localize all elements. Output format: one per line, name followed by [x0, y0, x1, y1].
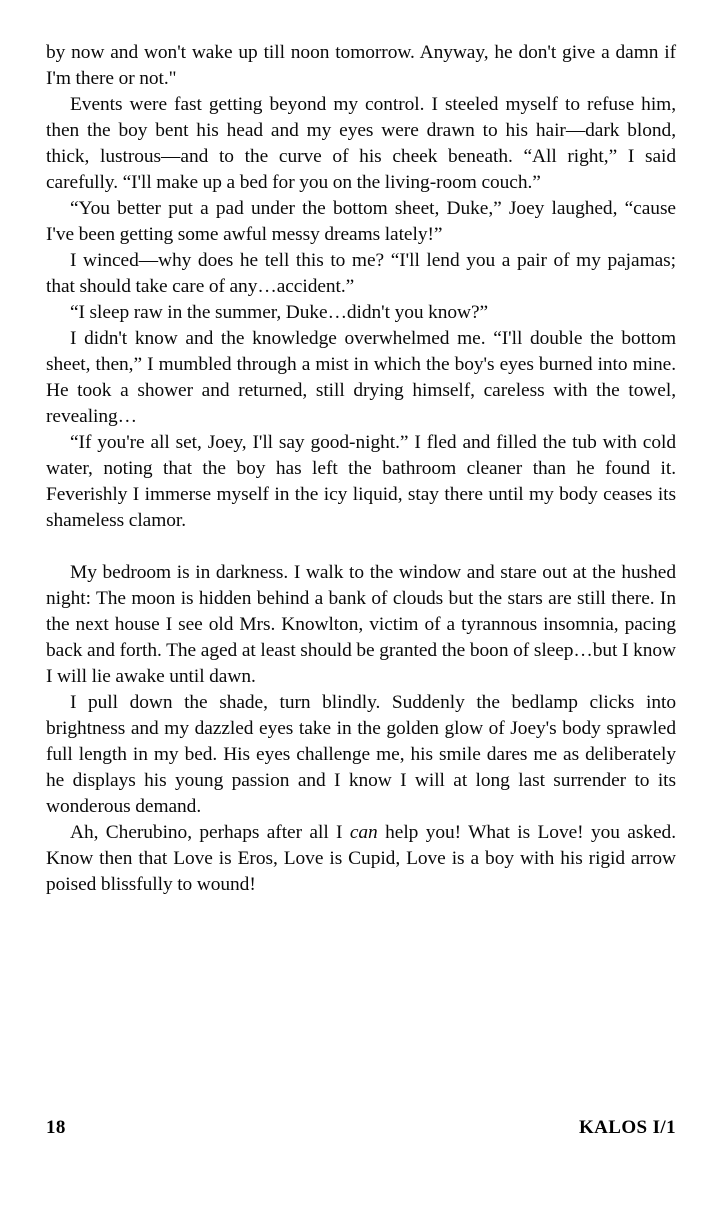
running-head: KALOS I/1 [578, 1117, 676, 1138]
paragraph: “If you're all set, Joey, I'll say good-night.” I fled and filled the tub with cold water, noting that the boy has left the bathroom cleaner than he found it. Feverishly I immerse myself in the icy liquid, stay there until my body ceases its shameless clamor. [46, 432, 676, 531]
paragraph: My bedroom is in darkness. I walk to the window and stare out at the hushed night: The moon is hidden behind a bank of clouds but the stars are still there. In the next house I see old Mrs. Knowlton, victim of a tyrannous insomnia, pacing back and forth. The aged at least should be granted the boon of sleep…but I know I will lie awake until dawn. [46, 562, 676, 687]
emphasized-word: can [349, 822, 378, 843]
paragraph: I didn't know and the knowledge overwhelmed me. “I'll double the bottom sheet, then,” I mumbled through a mist in which the boy's eyes burned into mine. He took a shower and returned, still drying himself, careless with the towel, revealing… [46, 328, 676, 427]
paragraph: I pull down the shade, turn blindly. Suddenly the bedlamp clicks into brightness and my dazzled eyes take in the golden glow of Joey's body sprawled full length in my bed. His eyes challenge me, his smile dares me as deliberately he displays his young passion and I know I will at long last surrender to its wonderous demand. [46, 692, 676, 817]
page-number: 18 [46, 1117, 66, 1138]
paragraph: by now and won't wake up till noon tomorrow. Anyway, he don't give a damn if I'm there or not." [46, 42, 676, 89]
text-column [46, 40, 676, 898]
paragraph: I winced—why does he tell this to me? “I'll lend you a pair of my pajamas; that should take care of any…accident.” [46, 250, 676, 297]
paragraph: Events were fast getting beyond my control. I steeled myself to refuse him, then the boy bent his head and my eyes were drawn to his hair—dark blond, thick, lustrous—and to the curve of his cheek beneath. “All right,” I said carefully. “I'll make up a bed for you on the living-room couch.” [46, 94, 676, 193]
paragraph: “I sleep raw in the summer, Duke…didn't you know?” [70, 302, 489, 323]
paragraph-text-after-emphasis: help you! What is Love! you asked. Know then that Love is Eros, Love is Cupid, Love is a boy with his rigid arrow poised blissfully to wound! [46, 822, 676, 895]
paragraph: “You better put a pad under the bottom sheet, Duke,” Joey laughed, “cause I've been getting some awful messy dreams lately!” [46, 198, 676, 245]
section-break [46, 534, 676, 560]
paragraph-final [46, 820, 676, 898]
paragraph-text-before-emphasis: Ah, Cherubino, perhaps after all I [70, 822, 350, 843]
page-footer [46, 1117, 676, 1139]
